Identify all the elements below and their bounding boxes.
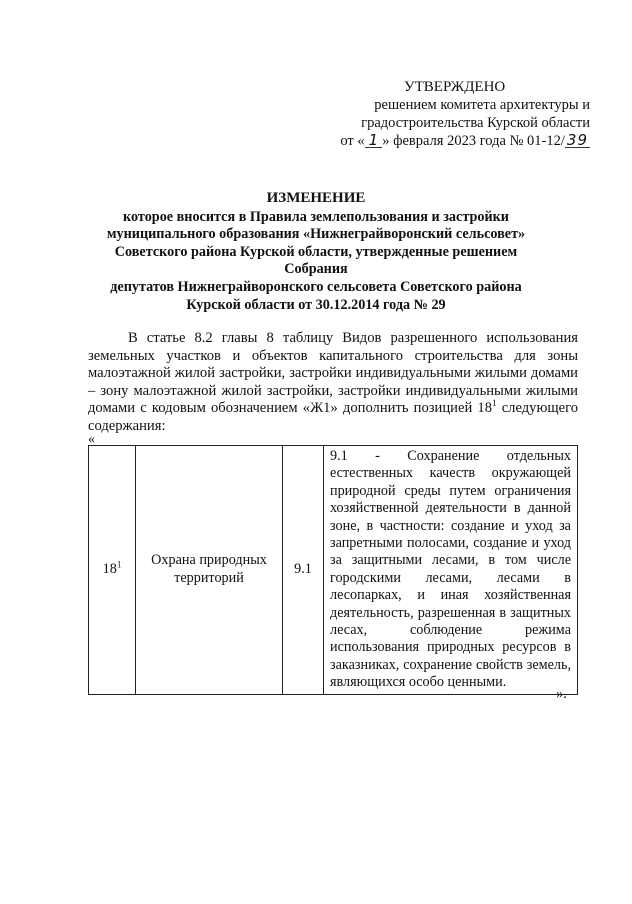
- paragraph-start: В статье 8.2 главы 8 таблицу Видов разрешенного использования земельных участков и объектов капитального строительства для зоны малоэтажной жилой застройки, застройки индивидуальными жилыми домами – зону малоэтажной жилой застройки, застройки индивидуальными жилыми домами с кодовым обозначением «Ж1» дополнить позицией 18: [88, 330, 578, 417]
- row-description-cell: 9.1 - Сохранение отдельных естественных качеств окружающей природной среды путем ограничения хозяйственной деятельности в данной зоне, в частности: создание и уход за запретными полосами, создание и уход за защитными лесами, в том числе городскими лесами, лесами в лесопарках, и иная хозяйственная деятельность, разрешенная в защитных лесах, соблюдение режима использования природных ресурсов в заказниках, сохранение свойств земель, являющихся особо ценными.: [324, 446, 578, 695]
- heading-line-5: Курской области от 30.12.2014 года № 29: [186, 296, 446, 313]
- quote-close: ».: [556, 686, 567, 702]
- row-number-superscript: 1: [116, 559, 122, 570]
- row-name-cell: Охрана природных территорий: [136, 446, 283, 695]
- quote-open: «: [88, 432, 95, 447]
- paragraph-end: следующего содержания:: [88, 400, 579, 434]
- heading-line-3: Советского района Курской области, утвержденные решением Собрания: [114, 243, 518, 278]
- row-number: 18: [102, 561, 117, 578]
- approval-line-2: градостроительства Курской области: [361, 115, 590, 131]
- table-row: [89, 446, 578, 695]
- body-paragraph: [88, 330, 578, 436]
- heading-line-4: депутатов Нижнеграйворонского сельсовета Советского района: [110, 278, 522, 295]
- row-number-cell: [89, 446, 136, 695]
- land-use-table: [88, 445, 578, 695]
- heading-line-2: муниципального образования «Нижнеграйворонский сельсовет»: [106, 226, 526, 243]
- approval-date-middle: » февраля 2023 года № 01-12/: [382, 133, 565, 149]
- approval-stamp: [300, 78, 590, 150]
- approval-date-line: [300, 132, 590, 150]
- approval-day-handwritten: 1: [365, 133, 383, 148]
- paragraph-superscript: 1: [492, 398, 497, 409]
- approval-date-prefix: от «: [340, 133, 365, 149]
- row-code-cell: 9.1: [283, 446, 324, 695]
- heading-main: ИЗМЕНЕНИЕ: [266, 190, 366, 206]
- approval-title: УТВЕРЖДЕНО: [404, 79, 506, 95]
- approval-line-1: решением комитета архитектуры и: [374, 97, 590, 113]
- heading-line-1: которое вносится в Правила землепользования и застройки: [123, 208, 509, 225]
- approval-number-handwritten: 39: [566, 131, 588, 149]
- document-heading: [92, 190, 540, 314]
